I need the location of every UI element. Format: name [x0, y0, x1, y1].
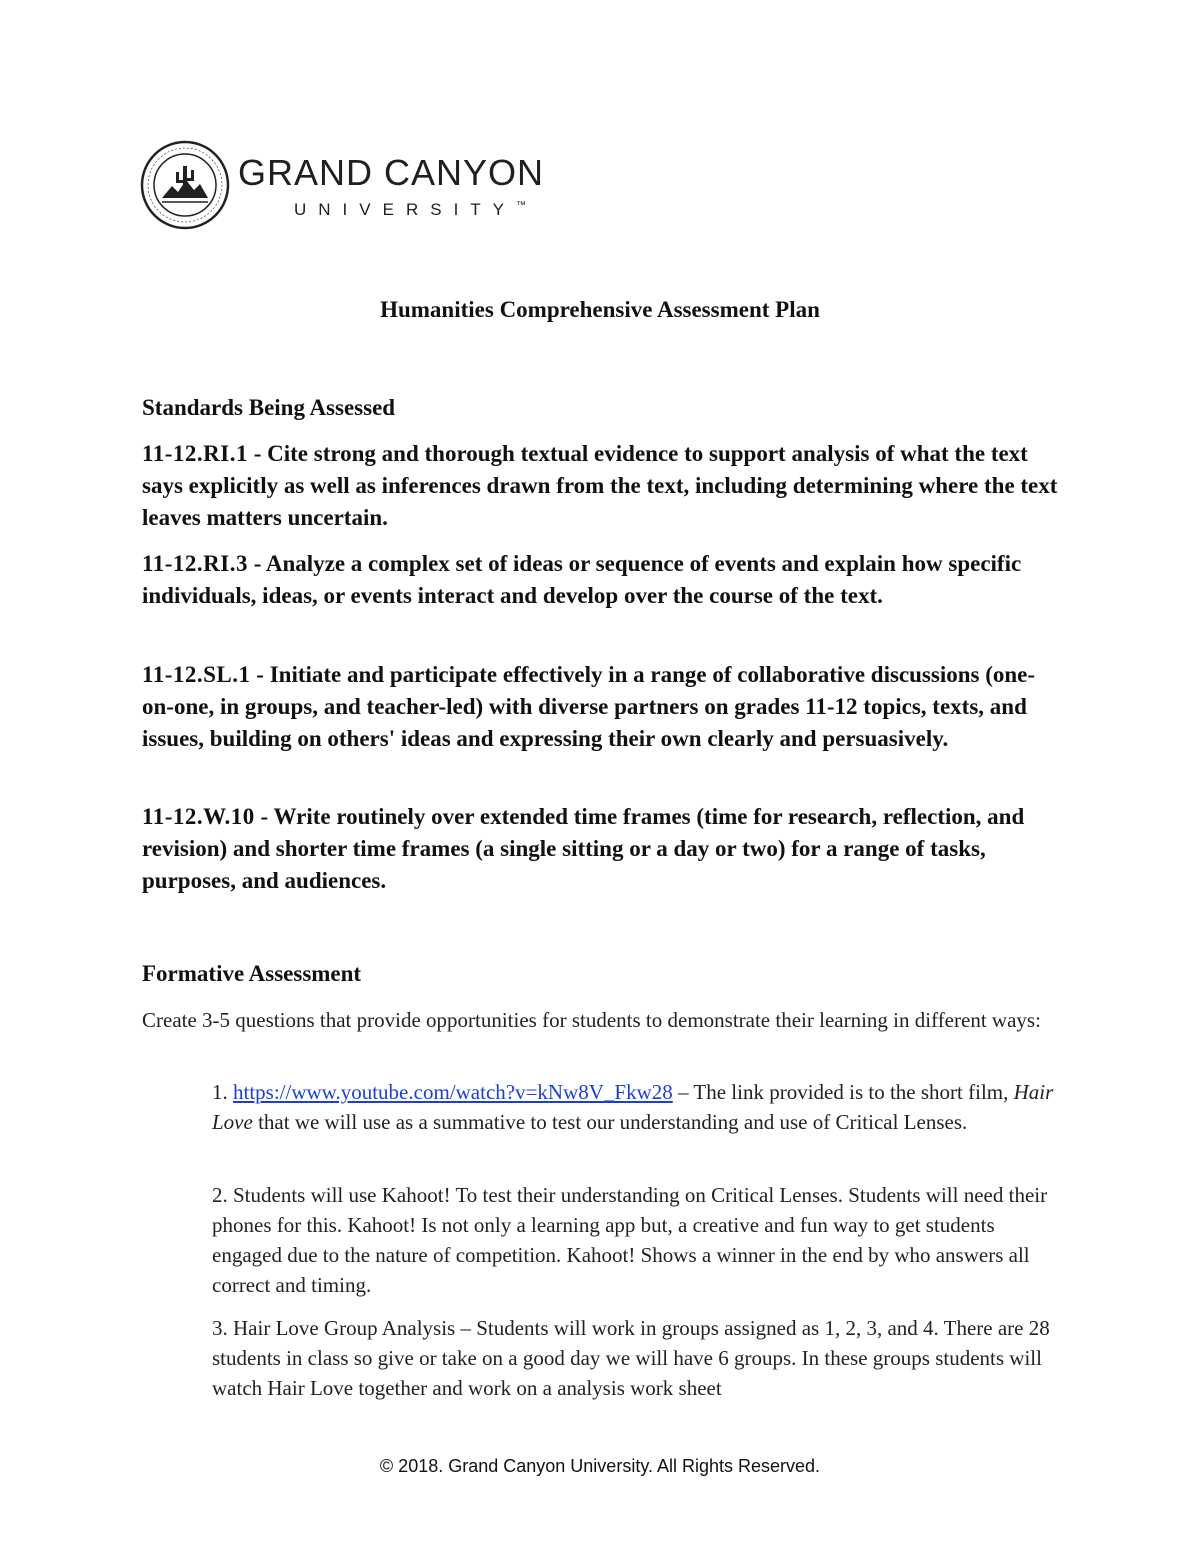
page-title: Humanities Comprehensive Assessment Plan [380, 297, 820, 322]
standard-code: 11-12.RI.3 [142, 551, 248, 576]
standard-item: 11-12.RI.1 - Cite strong and thorough textual evidence to support analysis of what the text says explicitly as well as inferences drawn from the text, including determining where the text leaves matters uncertain. [142, 441, 1058, 530]
standard-item: 11-12.W.10 - Write routinely over extended time frames (time for research, reflection, and revision) and shorter time frames (a single sitting or a day or two) for a range of tasks, purposes, and audiences. [142, 804, 1025, 893]
list-item: 2. Students will use Kahoot! To test their understanding on Critical Lenses. Students will need their phones for this. Kahoot! Is not only a learning app but, a creative and fun way to get students engaged due to the nature of competition. Kahoot! Shows a winner in the end by who answers all correct and timing. [212, 1183, 1048, 1297]
logo-name-line1: GRAND CANYON [238, 152, 545, 193]
list-item: 3. Hair Love Group Analysis – Students will work in groups assigned as 1, 2, 3, and 4. There are 28 students in class so give or take on a good day we will have 6 groups. In these groups students will watch Hair Love together and work on a analysis work sheet [212, 1316, 1050, 1400]
standard-item: 11-12.RI.3 - Analyze a complex set of ideas or sequence of events and explain how specific individuals, ideas, or events interact and develop over the course of the text. [142, 551, 1022, 608]
copyright-footer: © 2018. Grand Canyon University. All Rights Reserved. [379, 1456, 821, 1476]
youtube-link[interactable]: https://www.youtube.com/watch?v=kNw8V_Fkw28 [233, 1080, 673, 1104]
university-seal-icon [140, 140, 230, 230]
formative-heading: Formative Assessment [142, 961, 362, 986]
standard-item: 11-12.SL.1 - Initiate and participate effectively in a range of collaborative discussions (one-on-one, in groups, and teacher-led) with diverse partners on grades 11-12 topics, texts, and issues, building on others' ideas and expressing their own clearly and persuasively. [142, 662, 1036, 751]
standard-text: Cite strong and thorough textual evidence to support analysis of what the text says explicitly as well as inferences drawn from the text, including determining where the text leaves matters uncertain. [142, 441, 1058, 530]
standard-text: Initiate and participate effectively in a range of collaborative discussions (one-on-one, in groups, and teacher-led) with diverse partners on grades 11-12 topics, texts, and issues, building on others' ideas and expressing their own clearly and persuasively. [142, 662, 1036, 751]
logo-name-line2: UNIVERSITY™ [294, 200, 527, 219]
film-title: Hair Love [212, 1080, 1054, 1134]
university-logo [140, 140, 545, 240]
standard-code: 11-12.RI.1 [142, 441, 248, 466]
list-item: 1. https://www.youtube.com/watch?v=kNw8V_Fkw28 – The link provided is to the short film, Hair Love that we will use as a summative to test our understanding and use of Critical Lenses. [212, 1080, 1054, 1134]
standard-code: 11-12.W.10 [142, 804, 255, 829]
formative-intro: Create 3-5 questions that provide opportunities for students to demonstrate their learning in different ways: [142, 1008, 1041, 1032]
standards-heading: Standards Being Assessed [142, 395, 396, 420]
standard-text: Analyze a complex set of ideas or sequence of events and explain how specific individuals, ideas, or events interact and develop over the course of the text. [142, 551, 1022, 608]
standard-code: 11-12.SL.1 [142, 662, 251, 687]
standard-text: Write routinely over extended time frames (time for research, reflection, and revision) and shorter time frames (a single sitting or a day or two) for a range of tasks, purposes, and audiences. [142, 804, 1025, 893]
